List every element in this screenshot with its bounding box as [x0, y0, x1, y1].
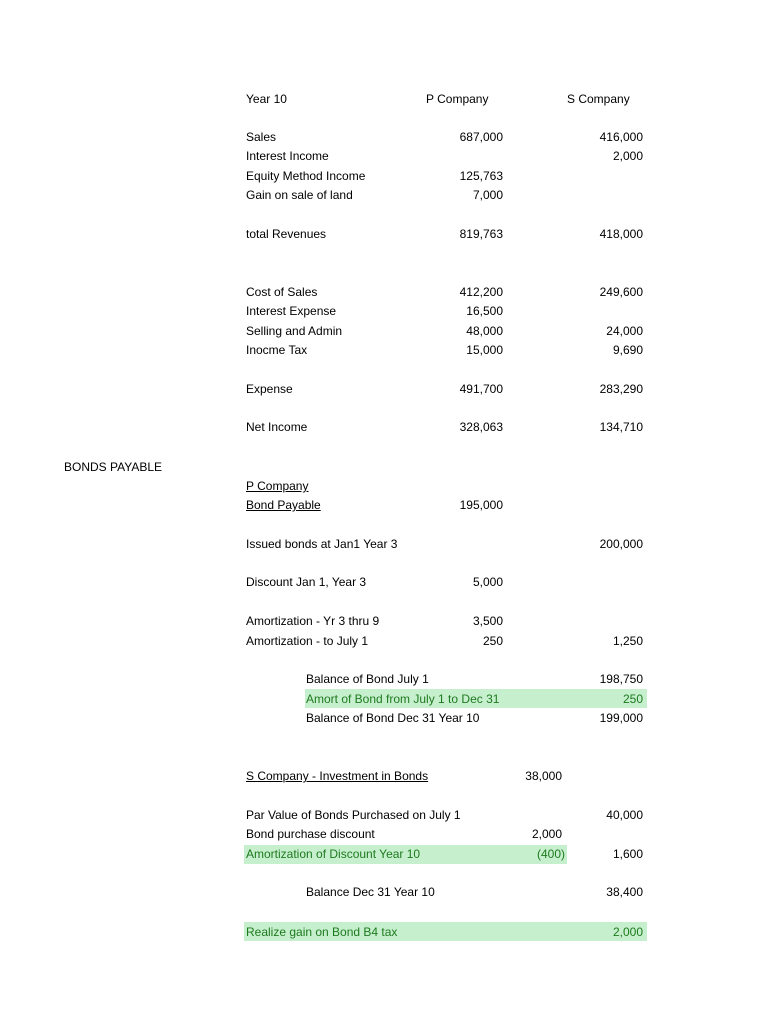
- realize-gain-label: Realize gain on Bond B4 tax: [246, 925, 398, 939]
- realize-gain-value: 2,000: [612, 925, 643, 939]
- amort-to-july-label: Amortization - to July 1: [246, 634, 369, 648]
- amort-yr3-9-label: Amortization - Yr 3 thru 9: [246, 614, 380, 628]
- expense-total-p-value: 491,700: [459, 382, 503, 396]
- bond-payable-value: 195,000: [459, 498, 503, 512]
- par-value-label: Par Value of Bonds Purchased on July 1: [246, 808, 461, 822]
- purchase-discount-label: Bond purchase discount: [246, 827, 375, 841]
- sales-p-value: 687,000: [459, 130, 503, 144]
- equity-method-label: Equity Method Income: [246, 169, 366, 183]
- discount-value: 5,000: [472, 575, 503, 589]
- investment-balance-dec-label: Balance Dec 31 Year 10: [306, 885, 435, 899]
- total-revenues-label: total Revenues: [246, 227, 327, 241]
- amort-discount-value: 1,600: [612, 847, 643, 861]
- cost-of-sales-s-value: 249,600: [599, 285, 643, 299]
- issued-bonds-label: Issued bonds at Jan1 Year 3: [246, 537, 398, 551]
- sales-s-value: 416,000: [599, 130, 643, 144]
- interest-expense-p-value: 16,500: [466, 304, 503, 318]
- p-company-subheading: P Company: [246, 479, 309, 493]
- amort-to-july-s-value: 1,250: [612, 634, 643, 648]
- net-income-p-value: 328,063: [459, 420, 503, 434]
- investment-title-value: 38,000: [525, 769, 562, 783]
- amort-discount-label: Amortization of Discount Year 10: [246, 847, 421, 861]
- expense-total-label: Expense: [246, 382, 293, 396]
- issued-bonds-value: 200,000: [599, 537, 643, 551]
- balance-july-value: 198,750: [599, 672, 643, 686]
- balance-july-label: Balance of Bond July 1: [306, 672, 429, 686]
- sales-label: Sales: [246, 130, 277, 144]
- net-income-label: Net Income: [246, 420, 308, 434]
- bonds-payable-title: BONDS PAYABLE: [64, 460, 163, 474]
- cost-of-sales-label: Cost of Sales: [246, 285, 318, 299]
- discount-label: Discount Jan 1, Year 3: [246, 575, 367, 589]
- equity-method-p-value: 125,763: [459, 169, 503, 183]
- amort-july-dec-label: Amort of Bond from July 1 to Dec 31: [306, 692, 500, 706]
- p-company-header: P Company: [426, 92, 489, 106]
- total-revenues-s-value: 418,000: [599, 227, 643, 241]
- purchase-discount-value: 2,000: [531, 827, 562, 841]
- cost-of-sales-p-value: 412,200: [459, 285, 503, 299]
- gain-land-p-value: 7,000: [472, 188, 503, 202]
- net-income-s-value: 134,710: [599, 420, 643, 434]
- balance-dec-value: 199,000: [599, 711, 643, 725]
- balance-dec-label: Balance of Bond Dec 31 Year 10: [306, 711, 480, 725]
- interest-income-s-value: 2,000: [612, 149, 643, 163]
- expense-total-s-value: 283,290: [599, 382, 643, 396]
- bond-payable-label: Bond Payable: [246, 498, 321, 512]
- selling-admin-label: Selling and Admin: [246, 324, 343, 338]
- year-header: Year 10: [246, 92, 287, 106]
- selling-admin-s-value: 24,000: [606, 324, 643, 338]
- investment-title: S Company - Investment in Bonds: [246, 769, 429, 783]
- income-tax-p-value: 15,000: [466, 343, 503, 357]
- investment-balance-dec-value: 38,400: [606, 885, 643, 899]
- income-tax-label: Inocme Tax: [246, 343, 308, 357]
- amort-july-dec-value: 250: [622, 692, 643, 706]
- selling-admin-p-value: 48,000: [466, 324, 503, 338]
- s-company-header: S Company: [567, 92, 630, 106]
- amort-discount-mid-value: (400): [536, 847, 565, 861]
- interest-income-label: Interest Income: [246, 149, 329, 163]
- amort-to-july-value: 250: [482, 634, 503, 648]
- income-tax-s-value: 9,690: [612, 343, 643, 357]
- interest-expense-label: Interest Expense: [246, 304, 337, 318]
- amort-yr3-9-value: 3,500: [472, 614, 503, 628]
- total-revenues-p-value: 819,763: [459, 227, 503, 241]
- gain-land-label: Gain on sale of land: [246, 188, 353, 202]
- par-value-value: 40,000: [606, 808, 643, 822]
